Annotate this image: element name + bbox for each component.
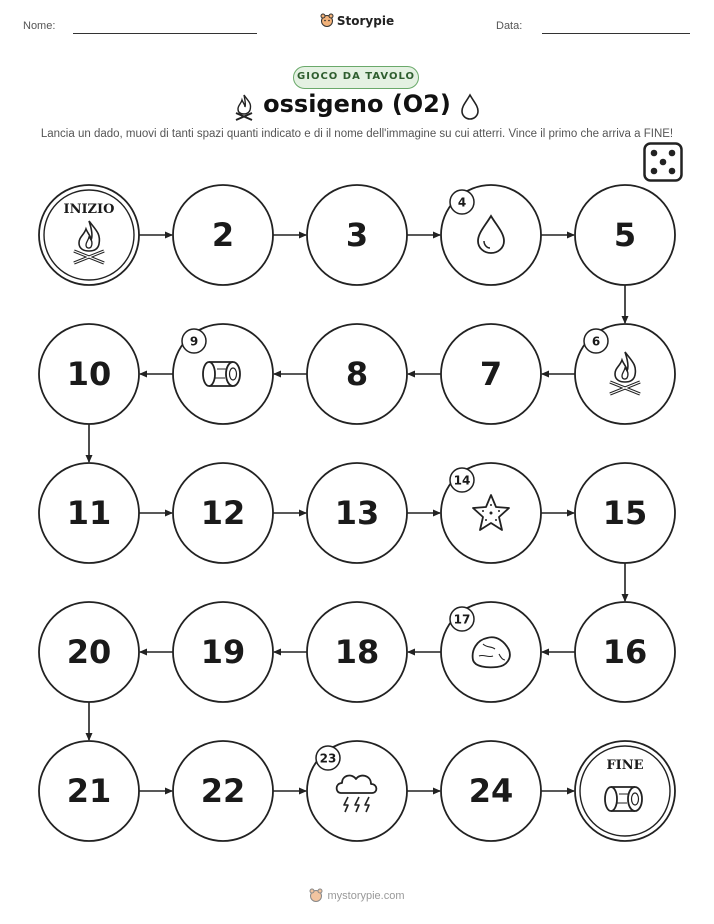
space-number: 15: [602, 494, 648, 532]
board-space-2[interactable]: [173, 185, 273, 285]
board-space-25[interactable]: [575, 741, 675, 841]
footer-site: mystorypie.com: [327, 890, 405, 902]
board-space-11[interactable]: [39, 463, 139, 563]
board-space-1[interactable]: [39, 185, 139, 285]
space-number: 12: [200, 494, 246, 532]
board-space-17[interactable]: [441, 602, 541, 702]
space-number: 21: [66, 772, 112, 810]
game-type-badge: GIOCO DA TAVOLO: [293, 66, 419, 89]
board-space-3[interactable]: [307, 185, 407, 285]
space-number: 7: [479, 355, 503, 393]
space-number: 24: [468, 772, 514, 810]
board-space-18[interactable]: [307, 602, 407, 702]
footer: [0, 888, 714, 902]
board-space-19[interactable]: [173, 602, 273, 702]
finish-label: FINE: [606, 758, 644, 773]
storypie-logo-icon: [309, 888, 323, 902]
board-space-20[interactable]: [39, 602, 139, 702]
space-number: 14: [453, 473, 471, 488]
space-number: 18: [334, 633, 380, 671]
board-space-13[interactable]: [307, 463, 407, 563]
name-label: Nome:: [23, 20, 56, 32]
space-number: 9: [189, 334, 199, 349]
space-number: 16: [602, 633, 648, 671]
page-title: ossigeno (O2): [263, 90, 451, 118]
space-number: 11: [66, 494, 112, 532]
board-space-24[interactable]: [441, 741, 541, 841]
board-space-7[interactable]: [441, 324, 541, 424]
space-number: 20: [66, 633, 112, 671]
brand-name: Storypie: [336, 14, 395, 28]
board-space-4[interactable]: [441, 185, 541, 285]
board-space-23[interactable]: [307, 741, 407, 841]
space-number: 17: [453, 612, 471, 627]
space-number: 3: [345, 216, 369, 254]
board-space-8[interactable]: [307, 324, 407, 424]
log-icon: [605, 787, 642, 811]
instructions: Lancia un dado, muovi di tanti spazi quanti indicato e di il nome dell'immagine su cui atterri. Vince il primo che arriva a FINE!: [40, 128, 674, 140]
log-icon: [203, 362, 240, 386]
board-space-12[interactable]: [173, 463, 273, 563]
space-number: 23: [319, 751, 337, 766]
space-number: 13: [334, 494, 380, 532]
date-label: Data:: [496, 20, 523, 32]
board-space-9[interactable]: [173, 324, 273, 424]
board-space-14[interactable]: [441, 463, 541, 563]
space-number: 6: [591, 334, 601, 349]
space-number: 19: [200, 633, 246, 671]
board-space-22[interactable]: [173, 741, 273, 841]
board-space-5[interactable]: [575, 185, 675, 285]
space-number: 10: [66, 355, 112, 393]
space-number: 4: [457, 195, 467, 210]
space-number: 22: [200, 772, 246, 810]
space-number: 8: [345, 355, 369, 393]
board-space-21[interactable]: [39, 741, 139, 841]
board-space-6[interactable]: [575, 324, 675, 424]
board-space-16[interactable]: [575, 602, 675, 702]
board-space-10[interactable]: [39, 324, 139, 424]
space-number: 5: [613, 216, 637, 254]
space-number: 2: [211, 216, 235, 254]
start-label: INIZIO: [63, 202, 115, 217]
board-space-15[interactable]: [575, 463, 675, 563]
